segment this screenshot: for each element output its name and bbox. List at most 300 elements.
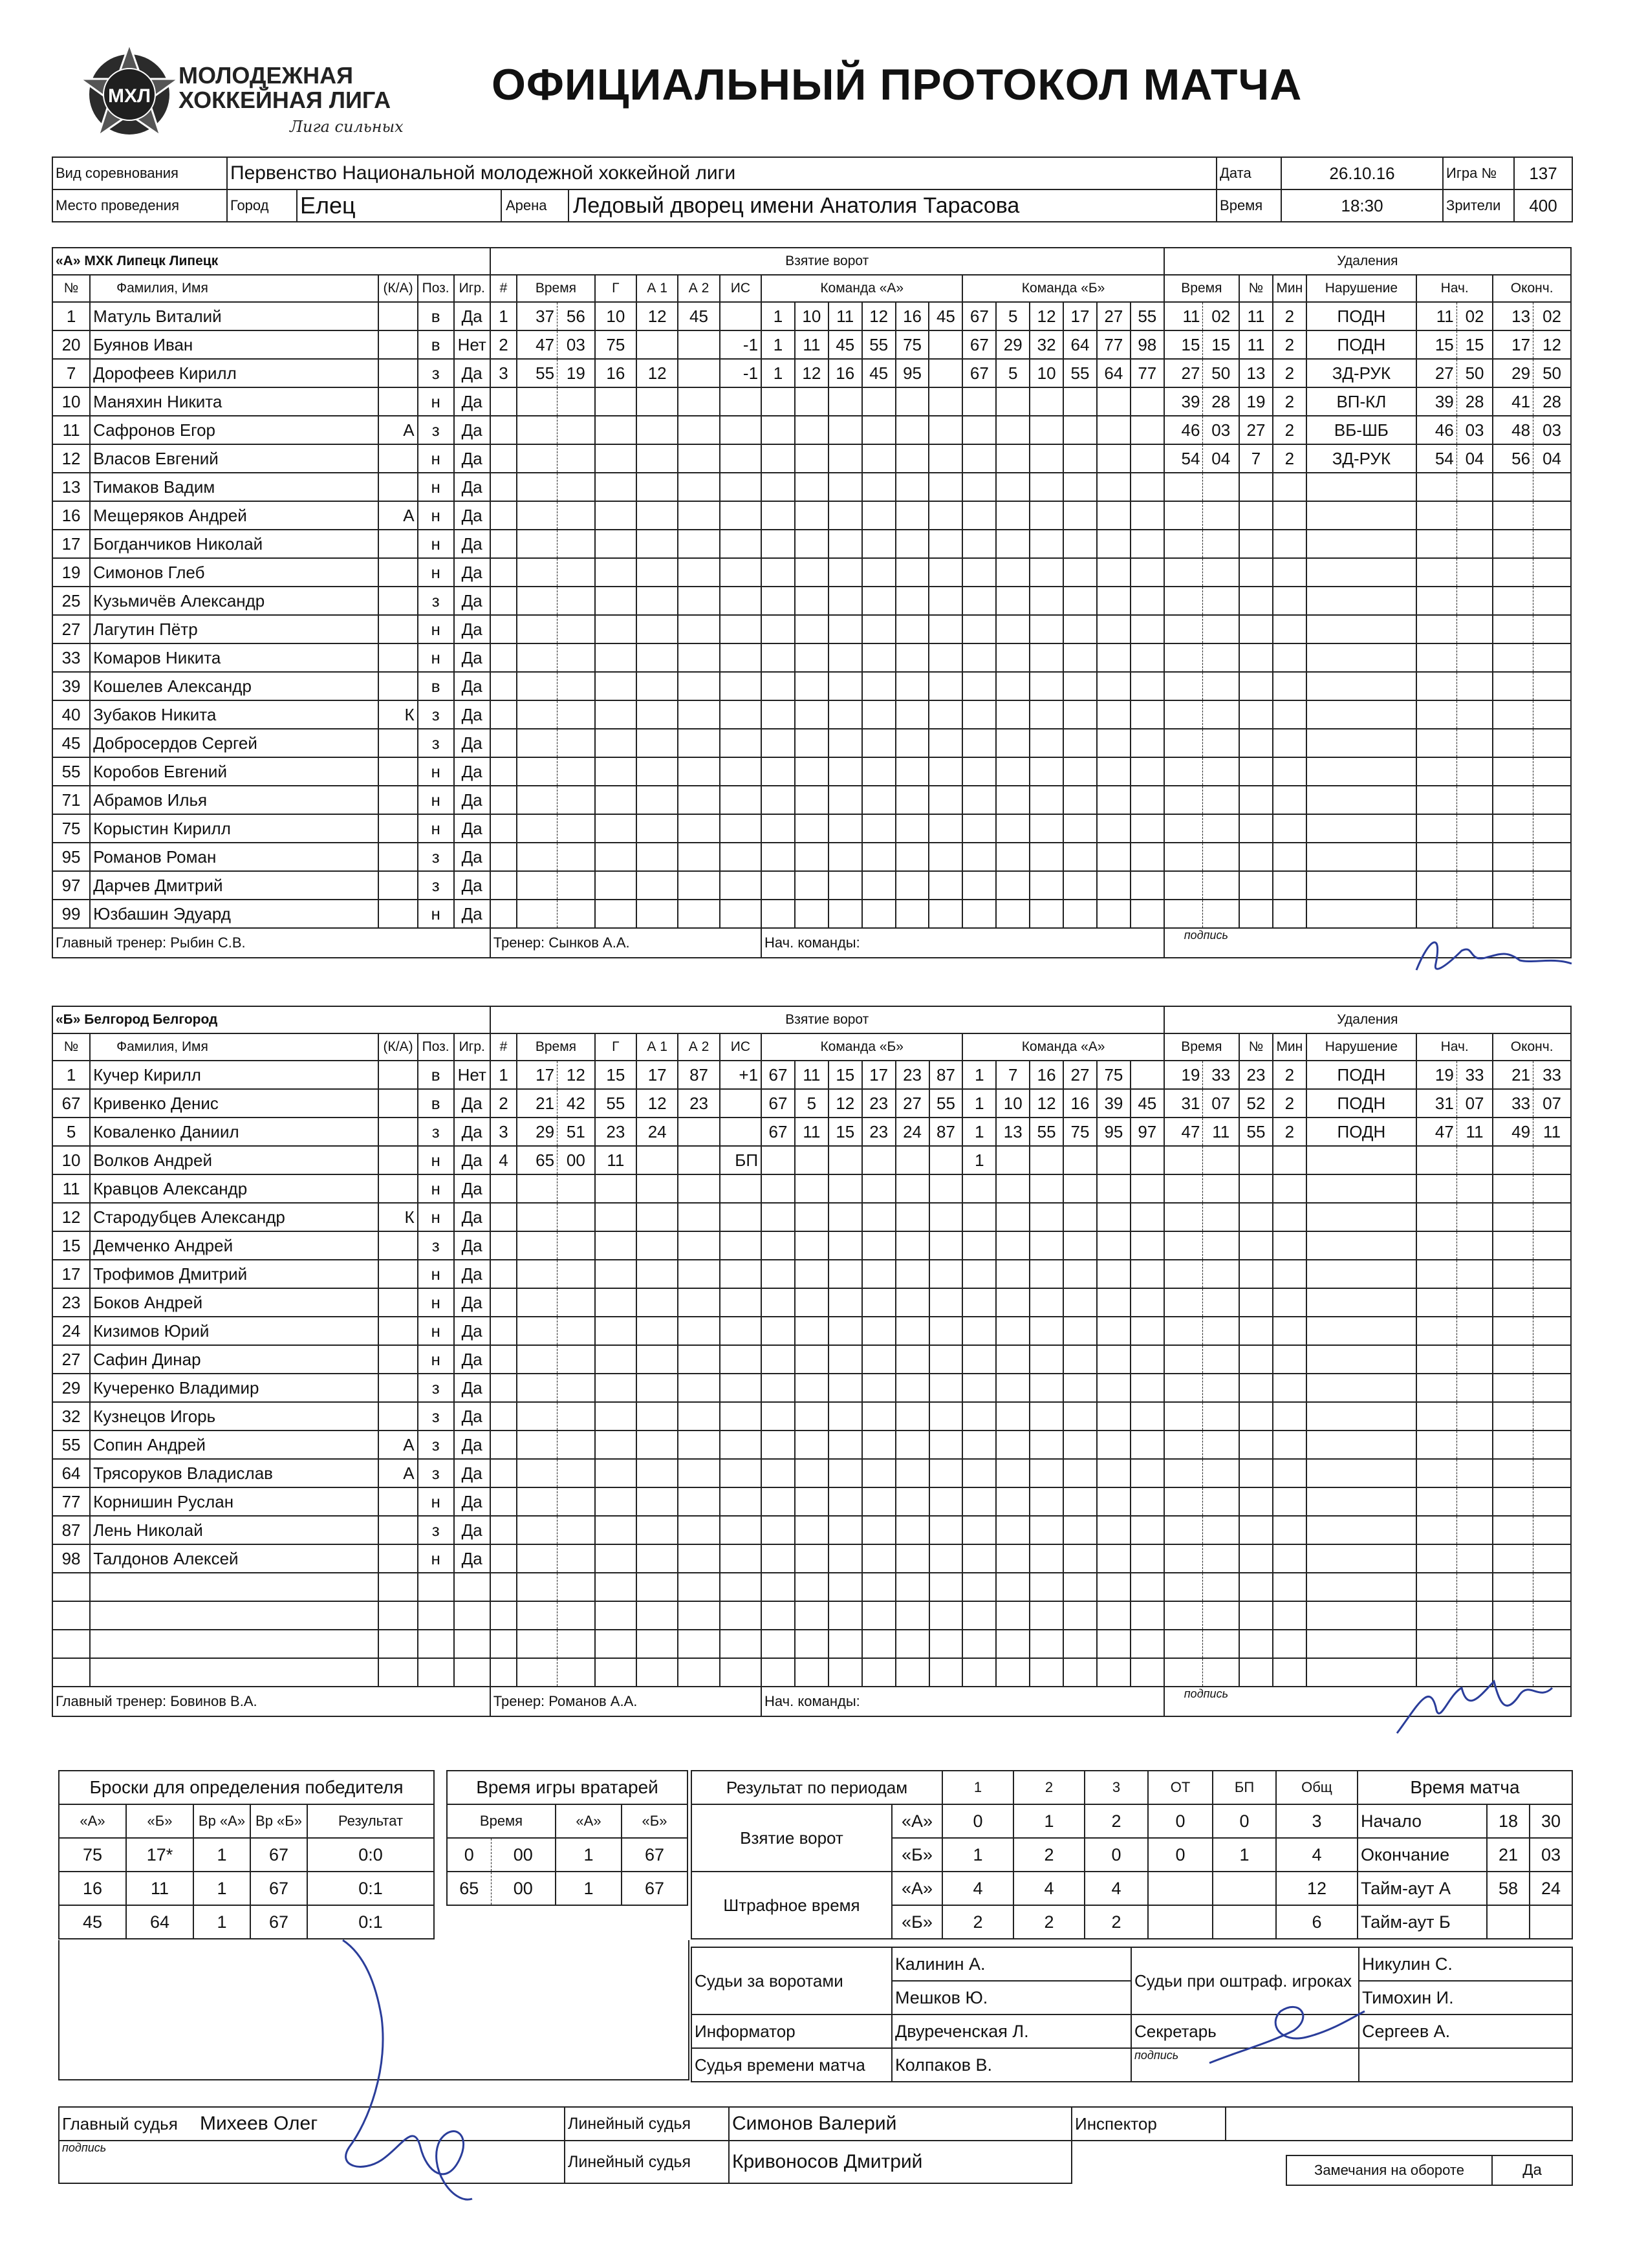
goal-cell [828,1459,862,1487]
goal-cell [929,530,962,558]
goal-number [490,1544,517,1573]
goalie-row [447,1872,688,1905]
player-name: Демченко Андрей [90,1231,378,1260]
goal-cell [595,843,636,871]
player-name: Романов Роман [90,843,378,871]
player-position: з [418,1118,454,1146]
pen-cell [1416,1146,1456,1174]
player-name: Богданчиков Николай [90,530,378,558]
goal-cell [1063,501,1097,530]
goal-cell [1097,1516,1131,1544]
goal-cell [1097,444,1131,473]
goal-cell [720,1203,761,1231]
goal-cell [1097,1345,1131,1374]
goal-cell [720,1630,761,1658]
goal-cell [929,615,962,643]
pen-cell [1239,1459,1273,1487]
goal-cell [1063,1260,1097,1288]
goal-minutes [517,757,557,786]
player-row [52,672,1571,700]
col-pen-violation: Нарушение [1306,1033,1416,1061]
player-number: 33 [52,643,90,672]
shootout-cell: 67 [250,1905,307,1939]
pen-cell [1533,1601,1571,1630]
goal-cell [1063,1374,1097,1402]
pen-cell [1273,814,1306,843]
player-role [378,1174,417,1203]
player-name [90,1573,378,1601]
player-played: Да [454,900,490,928]
player-name: Лень Николай [90,1516,378,1544]
goal-cell [678,814,719,843]
goal-cell [828,1544,862,1573]
goal-cell [1030,871,1063,900]
goal-cell [1030,1174,1063,1203]
player-name: Мещеряков Андрей [90,501,378,530]
goal-number [490,530,517,558]
goal-cell [896,587,929,615]
pen-cell [1533,1317,1571,1345]
goal-cell [862,1601,896,1630]
pen-cell [1273,1174,1306,1203]
goal-cell [896,444,929,473]
pen-cell [1203,843,1239,871]
signature-label: подпись [1164,1687,1571,1716]
goal-on-ice-opp: 17 [1063,302,1097,330]
start-mm: 18 [1487,1804,1530,1838]
pen-cell [1273,473,1306,501]
goal-assist-1 [636,1146,678,1174]
goal-number [490,1402,517,1431]
pen-cell [1456,1544,1493,1573]
pen-cell [1239,900,1273,928]
pen-cell [1533,871,1571,900]
pen-cell [1533,843,1571,871]
pen-cell [1164,501,1203,530]
goal-cell [828,444,862,473]
period-cell: 4 [1085,1872,1148,1905]
pen-cell [1239,1487,1273,1516]
goal-minutes [517,1544,557,1573]
col-pen-start: Нач. [1416,275,1493,302]
pen-minutes: 54 [1164,444,1203,473]
goal-cell [1063,1516,1097,1544]
goal-seconds: 56 [558,302,595,330]
goal-cell [720,871,761,900]
linesman-label-2: Линейный судья [565,2141,729,2183]
pen-minutes: 11 [1164,302,1203,330]
goal-cell [996,1203,1030,1231]
head-coach-value: Бовинов В.А. [170,1693,257,1709]
goalie-col: «Б» [622,1804,688,1838]
col-pen-no: № [1239,1033,1273,1061]
end-ss: 03 [1530,1838,1572,1872]
pen-cell [1306,473,1416,501]
goal-cell [636,587,678,615]
player-role [378,843,417,871]
goal-minutes: 37 [517,302,557,330]
player-name: Трясоруков Владислав [90,1459,378,1487]
goal-number [490,444,517,473]
pen-cell [1456,1288,1493,1317]
goal-minutes [517,1573,557,1601]
goal-cell [1097,1459,1131,1487]
goal-on-ice-opp: 67 [962,359,996,387]
goal-on-ice-own [795,1146,828,1174]
pen-cell [1273,1601,1306,1630]
period-col: БП [1213,1771,1276,1804]
pen-end-mm: 17 [1493,330,1533,359]
goal-cell [929,843,962,871]
goal-on-ice-opp: 1 [962,1061,996,1089]
pen-end-ss: 04 [1533,444,1571,473]
pen-cell [1164,1487,1203,1516]
player-played: Да [454,1345,490,1374]
goal-on-ice-opp: 5 [996,359,1030,387]
pen-start-mm: 54 [1416,444,1456,473]
pen-cell [1493,1601,1533,1630]
pen-cell [1456,757,1493,786]
periods-goals-label: Взятие ворот [691,1804,892,1872]
goal-cell [595,1658,636,1687]
goal-cell [1097,473,1131,501]
pen-minutes: 27 [1164,359,1203,387]
team_a-table [52,247,1572,958]
pen-cell [1203,672,1239,700]
player-role [378,302,417,330]
period-team-label: «Б» [892,1838,942,1872]
goal-cell [1063,1544,1097,1573]
goal-cell [595,1487,636,1516]
goalie-b: 67 [622,1838,688,1872]
period-col: 3 [1085,1771,1148,1804]
player-row [52,1089,1571,1118]
pen-cell [1306,672,1416,700]
goal-on-ice-own: 27 [896,1089,929,1118]
pen-cell [1203,587,1239,615]
goal-cell [678,1658,719,1687]
goal-cell [1097,1374,1131,1402]
pen-violation: ПОДН [1306,1061,1416,1089]
player-role [378,1260,417,1288]
player-row [52,473,1571,501]
goal-cell [862,530,896,558]
shootout-cell: 0:1 [307,1872,434,1905]
pen-cell [1164,729,1203,757]
pen-end-mm: 33 [1493,1089,1533,1118]
linesman-2-value: Кривоносов Дмитрий [729,2141,1072,2183]
goal-cell [595,871,636,900]
pen-cell [1416,757,1456,786]
player-name: Корыстин Кирилл [90,814,378,843]
pen-cell [1203,1431,1239,1459]
pen-cell [1533,1573,1571,1601]
goal-cell [862,1658,896,1687]
goal-seconds: 03 [558,330,595,359]
pen-cell [1239,1374,1273,1402]
player-played: Да [454,1374,490,1402]
player-number: 11 [52,416,90,444]
pen-cell [1533,1231,1571,1260]
goal-assist-2: 45 [678,302,719,330]
pen-cell [1273,900,1306,928]
team-chief-cell [761,928,1164,958]
goal-cell [636,1260,678,1288]
goal-scorer: 15 [595,1061,636,1089]
pen-cell [1456,501,1493,530]
goal-cell [962,587,996,615]
col-pen-end: Оконч. [1493,1033,1571,1061]
goal-cell [720,643,761,672]
pen-cell [1306,1544,1416,1573]
pen-cell [1273,786,1306,814]
player-played: Да [454,672,490,700]
player-name: Кравцов Александр [90,1174,378,1203]
goal-cell [828,729,862,757]
player-played: Да [454,615,490,643]
player-name: Зубаков Никита [90,700,378,729]
player-played: Нет [454,330,490,359]
goal-cell [678,757,719,786]
goal-seconds [558,1544,595,1573]
pen-cell [1239,643,1273,672]
pen-end-ss: 28 [1533,387,1571,416]
goal-cell [1097,814,1131,843]
goal-cell [1063,843,1097,871]
goal-cell [678,1402,719,1431]
col-pen-min: Мин [1273,275,1306,302]
pen-start-ss: 02 [1456,302,1493,330]
pen-cell [1416,1374,1456,1402]
goal-cell [678,1374,719,1402]
pen-cell [1493,1544,1533,1573]
player-played: Да [454,757,490,786]
player-role [378,1516,417,1544]
shootout-cell: 1 [193,1872,250,1905]
goal-seconds [558,1260,595,1288]
pen-start-ss: 07 [1456,1089,1493,1118]
player-played: Да [454,558,490,587]
goal-cell [862,1516,896,1544]
goal-cell [828,900,862,928]
goal-cell [761,1516,795,1544]
goal-scorer: 23 [595,1118,636,1146]
player-row [52,1061,1571,1089]
pen-cell [1239,843,1273,871]
pen-cell [1164,1658,1203,1687]
goal-cell [862,871,896,900]
player-row [52,444,1571,473]
player-name: Волков Андрей [90,1146,378,1174]
player-position: н [418,1260,454,1288]
pen-cell [1203,1630,1239,1658]
pen-cell [1164,1288,1203,1317]
goal-cell [929,1374,963,1402]
goal-cell [962,558,996,587]
player-name: Кузьмичёв Александр [90,587,378,615]
player-row [52,1317,1571,1345]
goal-on-ice-opp: 27 [1063,1061,1097,1089]
goal-on-ice-own: 45 [862,359,896,387]
player-row [52,587,1571,615]
goal-cell [862,1544,896,1573]
pen-cell [1416,587,1456,615]
pen-cell [1273,1146,1306,1174]
goal-minutes [517,643,557,672]
pen-cell [1273,1402,1306,1431]
pen-cell [1493,729,1533,757]
city-value: Елец [300,192,356,219]
goal-minutes [517,1658,557,1687]
player-position [418,1601,454,1630]
pen-cell [1306,1288,1416,1317]
goal-cell [636,1174,678,1203]
goal-cell [720,1658,761,1687]
player-name: Корнишин Руслан [90,1487,378,1516]
pen-player: 52 [1239,1089,1273,1118]
goal-cell [929,501,962,530]
goal-number [490,473,517,501]
player-played: Да [454,786,490,814]
goal-minutes [517,1317,557,1345]
goal-cell [795,871,828,900]
pen-cell [1164,1203,1203,1231]
goal-cell [828,615,862,643]
goal-cell [862,1345,896,1374]
pen-cell [1456,672,1493,700]
goal-cell [720,444,761,473]
pen-start-ss: 28 [1456,387,1493,416]
match-info-table [52,157,1573,222]
pen-cell [1164,530,1203,558]
goal-cell [1097,729,1131,757]
pen-cell [1456,1459,1493,1487]
goal-cell [1063,729,1097,757]
goal-cell [1030,1459,1063,1487]
goal-cell [862,1288,896,1317]
goal-on-ice-own: 87 [929,1061,963,1089]
pen-cell [1416,1573,1456,1601]
goal-cell [962,1203,996,1231]
pen-cell [1533,700,1571,729]
goal-cell [962,786,996,814]
goal-cell [1030,1345,1063,1374]
period-cell: 1 [942,1838,1013,1872]
player-name: Кузнецов Игорь [90,1402,378,1431]
player-played: Да [454,501,490,530]
player-name: Власов Евгений [90,444,378,473]
goal-cell [929,1544,963,1573]
pen-cell [1164,1431,1203,1459]
goal-cell [962,672,996,700]
player-played: Да [454,1487,490,1516]
pen-cell [1493,1146,1533,1174]
goal-cell [1030,1374,1063,1402]
goal-cell [636,416,678,444]
goal-cell [1063,1203,1097,1231]
goal-cell [636,700,678,729]
pen-cell [1493,843,1533,871]
shootout-cell: 0:1 [307,1905,434,1939]
goal-cell [1097,1544,1131,1573]
goal-cell [929,1174,963,1203]
goal-cell [761,643,795,672]
goal-on-ice-own: 67 [761,1089,795,1118]
pen-cell [1416,558,1456,587]
goal-cell [896,416,929,444]
linesman-label-1: Линейный судья [565,2107,729,2141]
goal-cell [1063,587,1097,615]
goal-cell [929,1345,963,1374]
pen-cell [1239,1431,1273,1459]
pen-cell [1493,871,1533,900]
goal-cell [1030,729,1063,757]
goal-cell [1030,1288,1063,1317]
col-hash: # [490,1033,517,1061]
goal-cell [962,1374,996,1402]
goal-cell [962,1288,996,1317]
shootout-col: «Б» [126,1804,193,1838]
goal-cell [595,1260,636,1288]
goal-seconds [558,814,595,843]
goal-cell [761,1260,795,1288]
player-played: Да [454,302,490,330]
goal-cell [795,1459,828,1487]
player-role [378,587,417,615]
player-role [378,473,417,501]
goal-minutes [517,843,557,871]
goal-cell [1097,1402,1131,1431]
goal-number [490,1516,517,1544]
goal-cell [795,643,828,672]
player-number: 71 [52,786,90,814]
goal-cell [1097,843,1131,871]
player-position: з [418,1402,454,1431]
goal-on-ice-opp: 77 [1131,359,1164,387]
goal-cell [595,1203,636,1231]
pen-minutes: 31 [1164,1089,1203,1118]
goal-cell [795,473,828,501]
timeout-b-label: Тайм-аут Б [1358,1905,1487,1939]
goal-number [490,843,517,871]
player-row [52,814,1571,843]
goal-number [490,501,517,530]
player-name: Боков Андрей [90,1288,378,1317]
player-position: з [418,1431,454,1459]
referee-label: Главный судья [59,2107,197,2141]
pen-cell [1416,729,1456,757]
shootout-cell: 45 [59,1905,126,1939]
player-name: Кошелев Александр [90,672,378,700]
pen-cell [1533,1516,1571,1544]
goal-cell [962,700,996,729]
goal-cell [996,1231,1030,1260]
pen-cell [1416,1487,1456,1516]
goal-cell [595,1573,636,1601]
col-pen-end: Оконч. [1493,275,1571,302]
goal-cell [678,1203,719,1231]
player-number: 27 [52,615,90,643]
goal-cell [1030,1601,1063,1630]
goal-on-ice-own: 45 [828,330,862,359]
goal-cell [1131,643,1164,672]
goal-on-ice-opp [996,1146,1030,1174]
goal-cell [962,416,996,444]
pen-cell [1306,729,1416,757]
goal-cell [1030,1573,1063,1601]
goal-cell [828,757,862,786]
competition-label: Вид соревнования [52,157,227,189]
